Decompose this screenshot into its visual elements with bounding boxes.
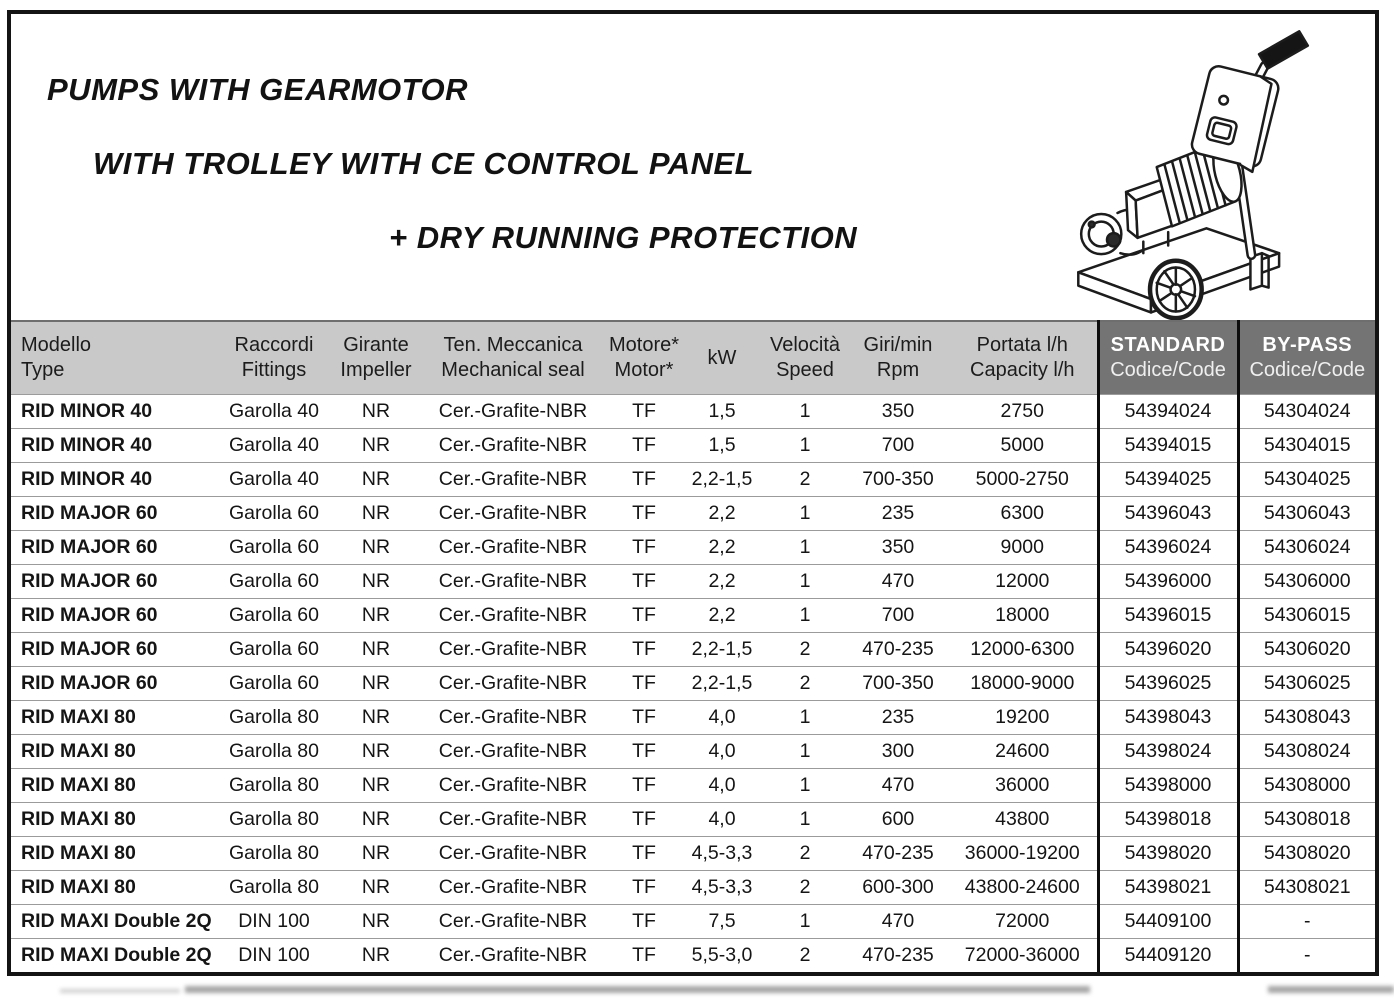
cell-impeller: NR bbox=[332, 531, 420, 565]
table-row bbox=[11, 531, 1375, 565]
cell-standard-code: 54396024 bbox=[1098, 531, 1238, 565]
cell-kw: 2,2-1,5 bbox=[682, 463, 762, 497]
cell-motor: TF bbox=[606, 871, 682, 905]
cell-motor: TF bbox=[606, 837, 682, 871]
cell-impeller: NR bbox=[332, 939, 420, 973]
cell-rpm: 350 bbox=[848, 395, 948, 429]
cell-motor: TF bbox=[606, 599, 682, 633]
cell-mechanical-seal: Cer.-Grafite-NBR bbox=[420, 871, 606, 905]
cell-rpm: 600-300 bbox=[848, 871, 948, 905]
table-row bbox=[11, 701, 1375, 735]
scan-edge-artifact bbox=[185, 986, 1090, 993]
cell-fittings: Garolla 80 bbox=[216, 803, 332, 837]
cell-motor: TF bbox=[606, 701, 682, 735]
table-row bbox=[11, 871, 1375, 905]
table-row bbox=[11, 905, 1375, 939]
cell-bypass-code: 54308024 bbox=[1238, 735, 1375, 769]
cell-kw: 2,2-1,5 bbox=[682, 633, 762, 667]
cell-standard-code: 54394024 bbox=[1098, 395, 1238, 429]
cell-impeller: NR bbox=[332, 803, 420, 837]
cell-model: RID MAJOR 60 bbox=[11, 599, 216, 633]
cell-speed: 1 bbox=[762, 701, 848, 735]
cell-capacity: 2750 bbox=[948, 395, 1098, 429]
cell-motor: TF bbox=[606, 395, 682, 429]
cell-impeller: NR bbox=[332, 769, 420, 803]
cell-impeller: NR bbox=[332, 395, 420, 429]
cell-model: RID MINOR 40 bbox=[11, 429, 216, 463]
table-row bbox=[11, 633, 1375, 667]
cell-standard-code: 54398000 bbox=[1098, 769, 1238, 803]
cell-speed: 2 bbox=[762, 939, 848, 973]
cell-impeller: NR bbox=[332, 905, 420, 939]
cell-kw: 4,0 bbox=[682, 735, 762, 769]
cell-kw: 2,2 bbox=[682, 497, 762, 531]
cell-motor: TF bbox=[606, 905, 682, 939]
cell-impeller: NR bbox=[332, 633, 420, 667]
cell-motor: TF bbox=[606, 939, 682, 973]
cell-impeller: NR bbox=[332, 667, 420, 701]
table-row bbox=[11, 939, 1375, 973]
cell-capacity: 5000-2750 bbox=[948, 463, 1098, 497]
cell-standard-code: 54398043 bbox=[1098, 701, 1238, 735]
cell-fittings: Garolla 40 bbox=[216, 395, 332, 429]
cell-impeller: NR bbox=[332, 429, 420, 463]
cell-rpm: 700-350 bbox=[848, 667, 948, 701]
cell-standard-code: 54398024 bbox=[1098, 735, 1238, 769]
cell-impeller: NR bbox=[332, 599, 420, 633]
cell-model: RID MAJOR 60 bbox=[11, 565, 216, 599]
cell-speed: 1 bbox=[762, 599, 848, 633]
cell-impeller: NR bbox=[332, 837, 420, 871]
cell-motor: TF bbox=[606, 769, 682, 803]
cell-model: RID MAXI 80 bbox=[11, 837, 216, 871]
cell-fittings: Garolla 60 bbox=[216, 497, 332, 531]
cell-model: RID MAXI 80 bbox=[11, 735, 216, 769]
cell-impeller: NR bbox=[332, 463, 420, 497]
cell-model: RID MAXI 80 bbox=[11, 803, 216, 837]
table-row bbox=[11, 463, 1375, 497]
cell-model: RID MAXI 80 bbox=[11, 769, 216, 803]
cell-mechanical-seal: Cer.-Grafite-NBR bbox=[420, 701, 606, 735]
cell-speed: 1 bbox=[762, 803, 848, 837]
col-header-standard-code: STANDARD Codice/Code bbox=[1098, 321, 1238, 395]
cell-bypass-code: 54308021 bbox=[1238, 871, 1375, 905]
cell-impeller: NR bbox=[332, 701, 420, 735]
cell-standard-code: 54396000 bbox=[1098, 565, 1238, 599]
cell-motor: TF bbox=[606, 735, 682, 769]
cell-impeller: NR bbox=[332, 871, 420, 905]
cell-speed: 2 bbox=[762, 463, 848, 497]
cell-bypass-code: - bbox=[1238, 905, 1375, 939]
cell-bypass-code: 54304025 bbox=[1238, 463, 1375, 497]
cell-capacity: 36000-19200 bbox=[948, 837, 1098, 871]
col-header-mechanical-seal: Ten. Meccanica Mechanical seal bbox=[420, 321, 606, 395]
cell-standard-code: 54396025 bbox=[1098, 667, 1238, 701]
cell-standard-code: 54396043 bbox=[1098, 497, 1238, 531]
handle-grip-shape bbox=[1259, 31, 1308, 68]
cell-bypass-code: 54308000 bbox=[1238, 769, 1375, 803]
col-header-fittings: Raccordi Fittings bbox=[216, 321, 332, 395]
cell-bypass-code: 54306024 bbox=[1238, 531, 1375, 565]
cell-rpm: 700 bbox=[848, 599, 948, 633]
cell-model: RID MAXI 80 bbox=[11, 701, 216, 735]
cell-fittings: Garolla 80 bbox=[216, 871, 332, 905]
cell-model: RID MAXI Double 2Q bbox=[11, 905, 216, 939]
cell-mechanical-seal: Cer.-Grafite-NBR bbox=[420, 565, 606, 599]
table-row bbox=[11, 837, 1375, 871]
cell-kw: 4,5-3,3 bbox=[682, 871, 762, 905]
table-row bbox=[11, 803, 1375, 837]
cell-model: RID MAXI 80 bbox=[11, 871, 216, 905]
cell-standard-code: 54394015 bbox=[1098, 429, 1238, 463]
cell-kw: 5,5-3,0 bbox=[682, 939, 762, 973]
cell-bypass-code: 54306043 bbox=[1238, 497, 1375, 531]
cell-kw: 2,2 bbox=[682, 599, 762, 633]
cell-speed: 2 bbox=[762, 871, 848, 905]
cell-kw: 4,0 bbox=[682, 701, 762, 735]
spec-table-wrap bbox=[11, 320, 1375, 972]
cell-kw: 2,2 bbox=[682, 531, 762, 565]
cell-capacity: 6300 bbox=[948, 497, 1098, 531]
cell-kw: 1,5 bbox=[682, 429, 762, 463]
wheel-shape bbox=[1150, 261, 1202, 318]
cell-capacity: 72000 bbox=[948, 905, 1098, 939]
cell-bypass-code: 54308043 bbox=[1238, 701, 1375, 735]
cell-capacity: 43800 bbox=[948, 803, 1098, 837]
cell-fittings: Garolla 60 bbox=[216, 633, 332, 667]
cell-mechanical-seal: Cer.-Grafite-NBR bbox=[420, 735, 606, 769]
cell-capacity: 19200 bbox=[948, 701, 1098, 735]
cell-impeller: NR bbox=[332, 565, 420, 599]
cell-mechanical-seal: Cer.-Grafite-NBR bbox=[420, 395, 606, 429]
table-row bbox=[11, 599, 1375, 633]
cell-capacity: 5000 bbox=[948, 429, 1098, 463]
cell-fittings: Garolla 60 bbox=[216, 599, 332, 633]
cell-capacity: 43800-24600 bbox=[948, 871, 1098, 905]
cell-speed: 1 bbox=[762, 769, 848, 803]
cell-model: RID MAJOR 60 bbox=[11, 667, 216, 701]
table-row bbox=[11, 769, 1375, 803]
cell-fittings: Garolla 80 bbox=[216, 769, 332, 803]
cell-capacity: 12000 bbox=[948, 565, 1098, 599]
cell-motor: TF bbox=[606, 803, 682, 837]
cell-kw: 2,2 bbox=[682, 565, 762, 599]
cell-fittings: Garolla 40 bbox=[216, 463, 332, 497]
cell-capacity: 18000 bbox=[948, 599, 1098, 633]
col-header-capacity: Portata l/h Capacity l/h bbox=[948, 321, 1098, 395]
cell-motor: TF bbox=[606, 429, 682, 463]
cell-mechanical-seal: Cer.-Grafite-NBR bbox=[420, 599, 606, 633]
col-header-rpm: Giri/min Rpm bbox=[848, 321, 948, 395]
cell-standard-code: 54394025 bbox=[1098, 463, 1238, 497]
cell-standard-code: 54398018 bbox=[1098, 803, 1238, 837]
cell-motor: TF bbox=[606, 565, 682, 599]
cell-rpm: 470-235 bbox=[848, 633, 948, 667]
col-header-speed: Velocità Speed bbox=[762, 321, 848, 395]
page-title-line1: PUMPS WITH GEARMOTOR bbox=[47, 72, 469, 107]
cell-kw: 4,5-3,3 bbox=[682, 837, 762, 871]
spec-table bbox=[11, 320, 1375, 972]
header-row bbox=[11, 321, 1375, 395]
cell-bypass-code: 54306000 bbox=[1238, 565, 1375, 599]
cell-rpm: 470 bbox=[848, 769, 948, 803]
cell-speed: 1 bbox=[762, 905, 848, 939]
cell-speed: 1 bbox=[762, 735, 848, 769]
cell-mechanical-seal: Cer.-Grafite-NBR bbox=[420, 803, 606, 837]
table-row bbox=[11, 497, 1375, 531]
cell-fittings: Garolla 60 bbox=[216, 531, 332, 565]
cell-capacity: 18000-9000 bbox=[948, 667, 1098, 701]
cell-rpm: 235 bbox=[848, 497, 948, 531]
cell-rpm: 350 bbox=[848, 531, 948, 565]
cell-bypass-code: 54308018 bbox=[1238, 803, 1375, 837]
cell-capacity: 12000-6300 bbox=[948, 633, 1098, 667]
cell-mechanical-seal: Cer.-Grafite-NBR bbox=[420, 497, 606, 531]
cell-impeller: NR bbox=[332, 497, 420, 531]
cell-bypass-code: - bbox=[1238, 939, 1375, 973]
content-frame bbox=[7, 10, 1379, 976]
cell-capacity: 36000 bbox=[948, 769, 1098, 803]
table-row bbox=[11, 667, 1375, 701]
cell-motor: TF bbox=[606, 531, 682, 565]
cell-mechanical-seal: Cer.-Grafite-NBR bbox=[420, 939, 606, 973]
cell-standard-code: 54409100 bbox=[1098, 905, 1238, 939]
cell-fittings: Garolla 40 bbox=[216, 429, 332, 463]
cell-standard-code: 54396020 bbox=[1098, 633, 1238, 667]
cell-kw: 1,5 bbox=[682, 395, 762, 429]
cell-fittings: Garolla 80 bbox=[216, 837, 332, 871]
cell-mechanical-seal: Cer.-Grafite-NBR bbox=[420, 429, 606, 463]
cell-model: RID MAJOR 60 bbox=[11, 531, 216, 565]
col-header-model: Modello Type bbox=[11, 321, 216, 395]
cell-mechanical-seal: Cer.-Grafite-NBR bbox=[420, 905, 606, 939]
cell-speed: 2 bbox=[762, 837, 848, 871]
cell-bypass-code: 54308020 bbox=[1238, 837, 1375, 871]
cell-rpm: 600 bbox=[848, 803, 948, 837]
cell-motor: TF bbox=[606, 463, 682, 497]
cell-standard-code: 54398021 bbox=[1098, 871, 1238, 905]
cell-impeller: NR bbox=[332, 735, 420, 769]
col-header-impeller: Girante Impeller bbox=[332, 321, 420, 395]
cell-kw: 4,0 bbox=[682, 769, 762, 803]
cell-mechanical-seal: Cer.-Grafite-NBR bbox=[420, 531, 606, 565]
control-panel-shape bbox=[1190, 64, 1280, 172]
cell-kw: 4,0 bbox=[682, 803, 762, 837]
table-body bbox=[11, 395, 1375, 973]
cell-bypass-code: 54304015 bbox=[1238, 429, 1375, 463]
cell-speed: 1 bbox=[762, 429, 848, 463]
cell-kw: 2,2-1,5 bbox=[682, 667, 762, 701]
cell-speed: 2 bbox=[762, 667, 848, 701]
cell-model: RID MAXI Double 2Q bbox=[11, 939, 216, 973]
cell-mechanical-seal: Cer.-Grafite-NBR bbox=[420, 463, 606, 497]
cell-speed: 2 bbox=[762, 633, 848, 667]
page-title-line2: WITH TROLLEY WITH CE CONTROL PANEL bbox=[93, 146, 755, 181]
cell-rpm: 300 bbox=[848, 735, 948, 769]
cell-bypass-code: 54306025 bbox=[1238, 667, 1375, 701]
cell-mechanical-seal: Cer.-Grafite-NBR bbox=[420, 633, 606, 667]
cell-standard-code: 54396015 bbox=[1098, 599, 1238, 633]
cell-capacity: 72000-36000 bbox=[948, 939, 1098, 973]
cell-model: RID MAJOR 60 bbox=[11, 497, 216, 531]
cell-mechanical-seal: Cer.-Grafite-NBR bbox=[420, 667, 606, 701]
cell-mechanical-seal: Cer.-Grafite-NBR bbox=[420, 769, 606, 803]
scan-edge-artifact bbox=[1268, 986, 1394, 993]
col-header-bypass-code: BY-PASS Codice/Code bbox=[1238, 321, 1375, 395]
cell-model: RID MINOR 40 bbox=[11, 463, 216, 497]
col-header-motor: Motore* Motor* bbox=[606, 321, 682, 395]
cell-speed: 1 bbox=[762, 395, 848, 429]
cell-rpm: 470-235 bbox=[848, 939, 948, 973]
cell-fittings: DIN 100 bbox=[216, 939, 332, 973]
cell-rpm: 700 bbox=[848, 429, 948, 463]
cell-speed: 1 bbox=[762, 565, 848, 599]
cell-model: RID MINOR 40 bbox=[11, 395, 216, 429]
cell-rpm: 470 bbox=[848, 565, 948, 599]
cell-fittings: Garolla 80 bbox=[216, 701, 332, 735]
cell-motor: TF bbox=[606, 667, 682, 701]
cell-capacity: 9000 bbox=[948, 531, 1098, 565]
cell-fittings: Garolla 60 bbox=[216, 667, 332, 701]
page-title-line3: + DRY RUNNING PROTECTION bbox=[389, 220, 858, 255]
cell-motor: TF bbox=[606, 497, 682, 531]
cell-rpm: 470 bbox=[848, 905, 948, 939]
cell-fittings: Garolla 60 bbox=[216, 565, 332, 599]
cell-speed: 1 bbox=[762, 531, 848, 565]
cell-bypass-code: 54306020 bbox=[1238, 633, 1375, 667]
cell-fittings: Garolla 80 bbox=[216, 735, 332, 769]
cell-capacity: 24600 bbox=[948, 735, 1098, 769]
cell-bypass-code: 54306015 bbox=[1238, 599, 1375, 633]
cell-bypass-code: 54304024 bbox=[1238, 395, 1375, 429]
cell-speed: 1 bbox=[762, 497, 848, 531]
scan-edge-artifact bbox=[60, 989, 180, 993]
cell-standard-code: 54409120 bbox=[1098, 939, 1238, 973]
pump-trolley-illustration bbox=[1063, 16, 1369, 322]
cell-rpm: 700-350 bbox=[848, 463, 948, 497]
table-row bbox=[11, 565, 1375, 599]
cell-standard-code: 54398020 bbox=[1098, 837, 1238, 871]
table-row bbox=[11, 429, 1375, 463]
cell-kw: 7,5 bbox=[682, 905, 762, 939]
col-header-kw: kW bbox=[682, 321, 762, 395]
cell-model: RID MAJOR 60 bbox=[11, 633, 216, 667]
cell-rpm: 235 bbox=[848, 701, 948, 735]
cell-rpm: 470-235 bbox=[848, 837, 948, 871]
cell-motor: TF bbox=[606, 633, 682, 667]
table-row bbox=[11, 735, 1375, 769]
table-row bbox=[11, 395, 1375, 429]
cell-mechanical-seal: Cer.-Grafite-NBR bbox=[420, 837, 606, 871]
cell-fittings: DIN 100 bbox=[216, 905, 332, 939]
